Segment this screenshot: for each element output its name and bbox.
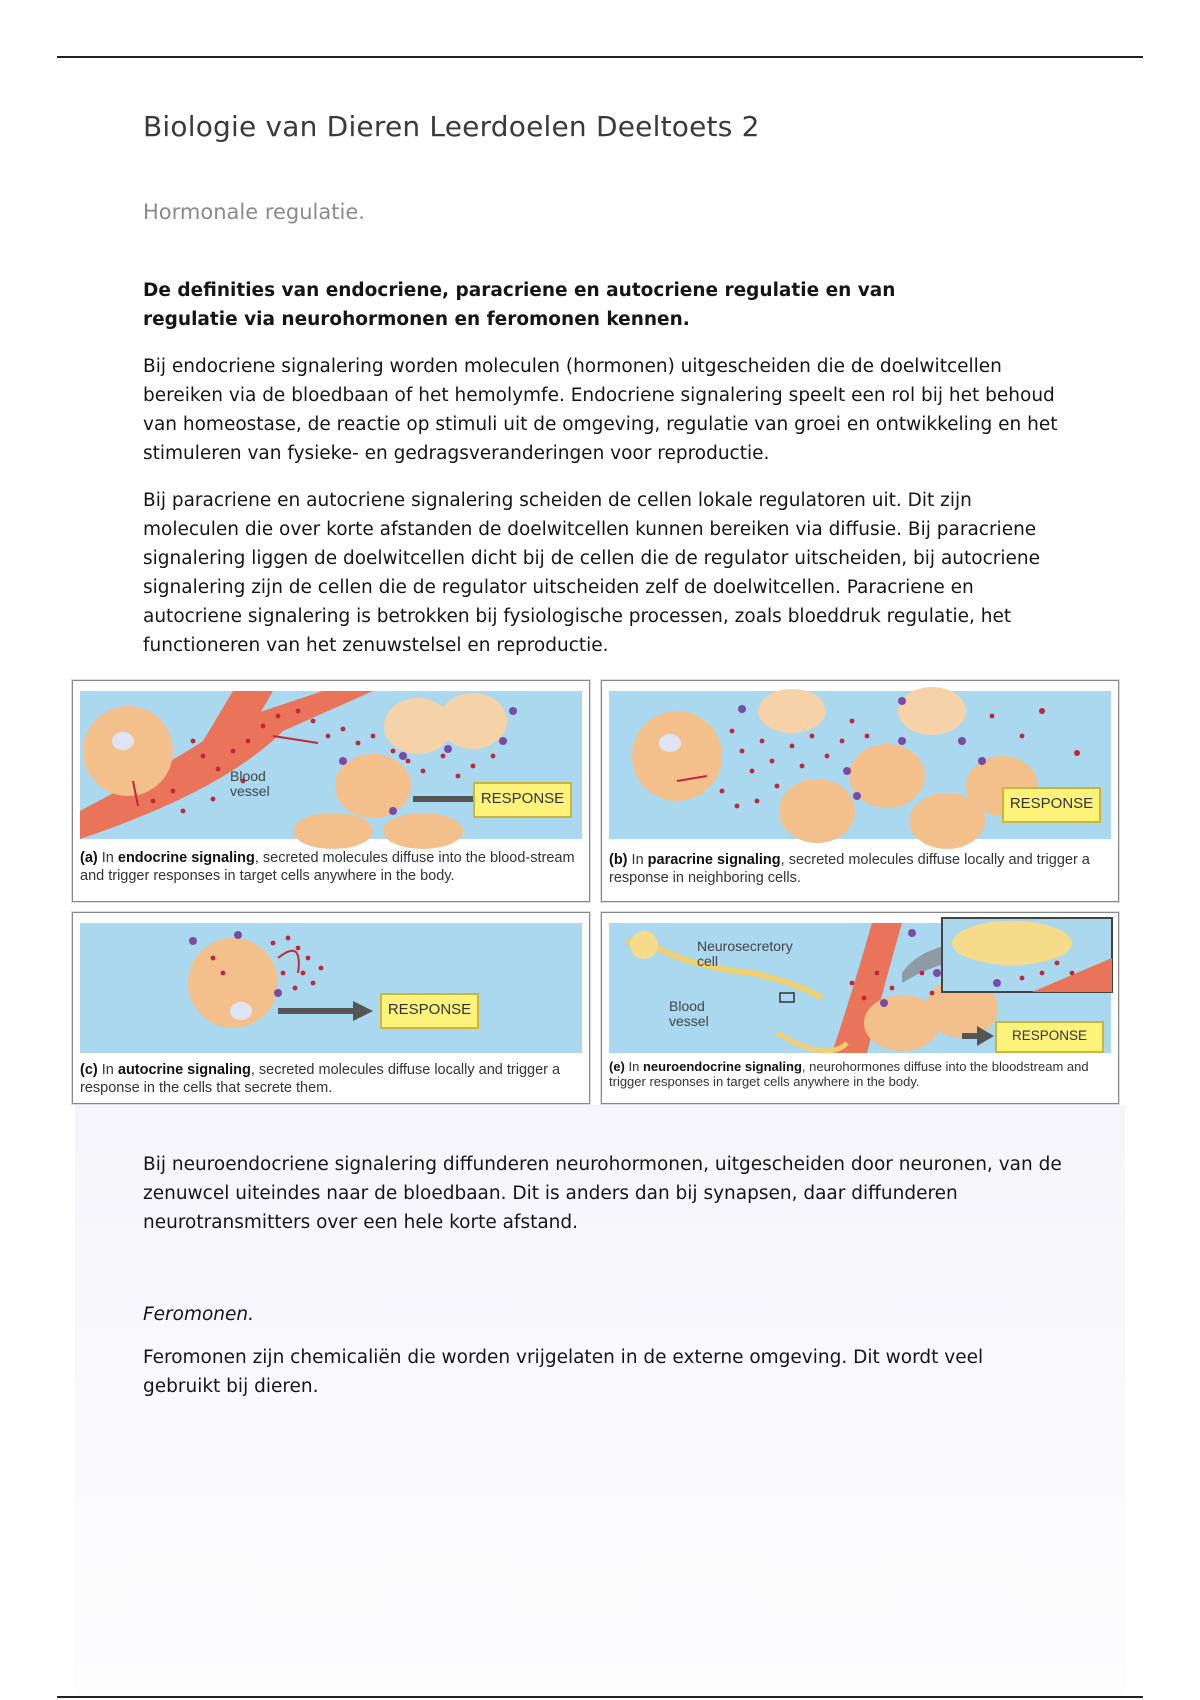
figure-panel-paracrine	[601, 680, 1119, 902]
learning-goal-heading: De definities van endocriene, paracriene en autocriene regulatie en van regulatie via neurohormonen en feromonen kennen.	[143, 280, 896, 330]
secreting-cell	[83, 706, 173, 796]
cell-nucleus	[659, 734, 681, 752]
caption-term: endocrine signaling	[117, 850, 255, 866]
caption-paracrine	[609, 851, 1109, 887]
caption-pre: In	[101, 1062, 114, 1078]
caption-rest: , secreted molecules diffuse into the blood-stream and trigger responses in target cells anywhere in the body.	[80, 850, 575, 884]
target-cell	[439, 693, 507, 749]
figure-panel-autocrine	[72, 912, 590, 1104]
target-cell	[849, 744, 925, 808]
caption-letter: (b)	[609, 852, 628, 868]
target-cell	[293, 813, 373, 849]
caption-pre: In	[628, 1059, 640, 1074]
response-box: RESPONSE	[380, 993, 479, 1029]
paragraph-paracrine-autocrine: Bij paracriene en autocriene signalering scheiden de cellen lokale regulatoren uit. Dit zijn moleculen die over korte afstanden de doelwitcellen kunnen bereiken via diffusie. Bij paracriene signalering liggen de doelwitcellen dicht bij de cellen die de regulator uitscheiden, bij autocriene signalering zijn de cellen die de regulator uitscheiden zelf de doelwitcellen. Paracriene en autocriene signalering is betrokken bij fysiologische processen, zoals bloeddruk regulatie, het functioneren van het zenuwstelsel en reproductie.	[143, 490, 1040, 656]
caption-rest: , secreted molecules diffuse locally and trigger a response in neighboring cells.	[609, 852, 1090, 886]
panel-background	[80, 923, 582, 1053]
label-blood-vessel: Blood vessel	[669, 998, 709, 1029]
caption-neuroendocrine	[609, 1059, 1109, 1089]
caption-letter: (c)	[80, 1062, 98, 1078]
cell-nucleus	[112, 732, 134, 750]
caption-pre: In	[101, 850, 114, 866]
caption-rest: , secreted molecules diffuse locally and trigger a response in the cells that secrete them.	[80, 1062, 561, 1096]
label-neurosecretory-cell: Neurosecretory cell	[697, 938, 793, 969]
response-box: RESPONSE	[473, 782, 572, 818]
figure-panel-neuroendocrine	[601, 912, 1119, 1104]
caption-autocrine	[80, 1061, 585, 1097]
caption-letter: (a)	[80, 850, 98, 866]
target-cell	[383, 813, 463, 849]
paragraph-feromonen: Feromonen zijn chemicaliën die worden vrijgelaten in de externe omgeving. Dit wordt veel gebruikt bij dieren.	[143, 1347, 984, 1397]
section-subtitle: Hormonale regulatie.	[143, 200, 365, 224]
target-cell	[335, 754, 411, 818]
secreting-cell	[632, 711, 722, 801]
caption-term: neuroendocrine signaling	[642, 1059, 802, 1074]
target-cell	[779, 779, 855, 843]
caption-term: autocrine signaling	[117, 1062, 251, 1078]
target-cell	[898, 687, 966, 735]
caption-pre: In	[631, 852, 644, 868]
bottom-rule	[57, 1696, 1143, 1698]
response-box: RESPONSE	[995, 1021, 1104, 1053]
top-rule	[57, 56, 1143, 58]
caption-endocrine	[80, 849, 580, 885]
target-cell	[758, 689, 826, 733]
caption-term: paracrine signaling	[647, 852, 781, 868]
caption-letter: (e)	[609, 1059, 625, 1074]
response-box: RESPONSE	[1002, 787, 1101, 823]
neurosecretory-cell-body	[630, 931, 658, 959]
figure-panel-endocrine	[72, 680, 590, 902]
feromonen-heading: Feromonen.	[143, 1304, 254, 1325]
label-blood-vessel: Blood vessel	[230, 768, 270, 799]
paragraph-endocrine: Bij endocriene signalering worden moleculen (hormonen) uitgescheiden die de doelwitcellen bereiken via de bloedbaan of het hemolymfe. Endocriene signalering speelt een rol bij het behoud van homeostase, de reactie op stimuli uit de omgeving, regulatie van groei en ontwikkeling en het stimuleren van fysieke- en gedragsveranderingen voor reproductie.	[143, 356, 1058, 464]
caption-rest: , neurohormones diffuse into the bloodstream and trigger responses in target cells anywhere in the body.	[609, 1059, 1089, 1089]
page-title: Biologie van Dieren Leerdoelen Deeltoets 2	[143, 110, 760, 143]
paragraph-neuroendocrine: Bij neuroendocriene signalering diffunderen neurohormonen, uitgescheiden door neuronen, van de zenuwcel uiteindes naar de bloedbaan. Dit is anders dan bij synapsen, daar diffunderen neurotransmitters over een hele korte afstand.	[143, 1154, 1062, 1233]
axon-terminal	[952, 921, 1072, 965]
cell-nucleus	[230, 1002, 252, 1020]
